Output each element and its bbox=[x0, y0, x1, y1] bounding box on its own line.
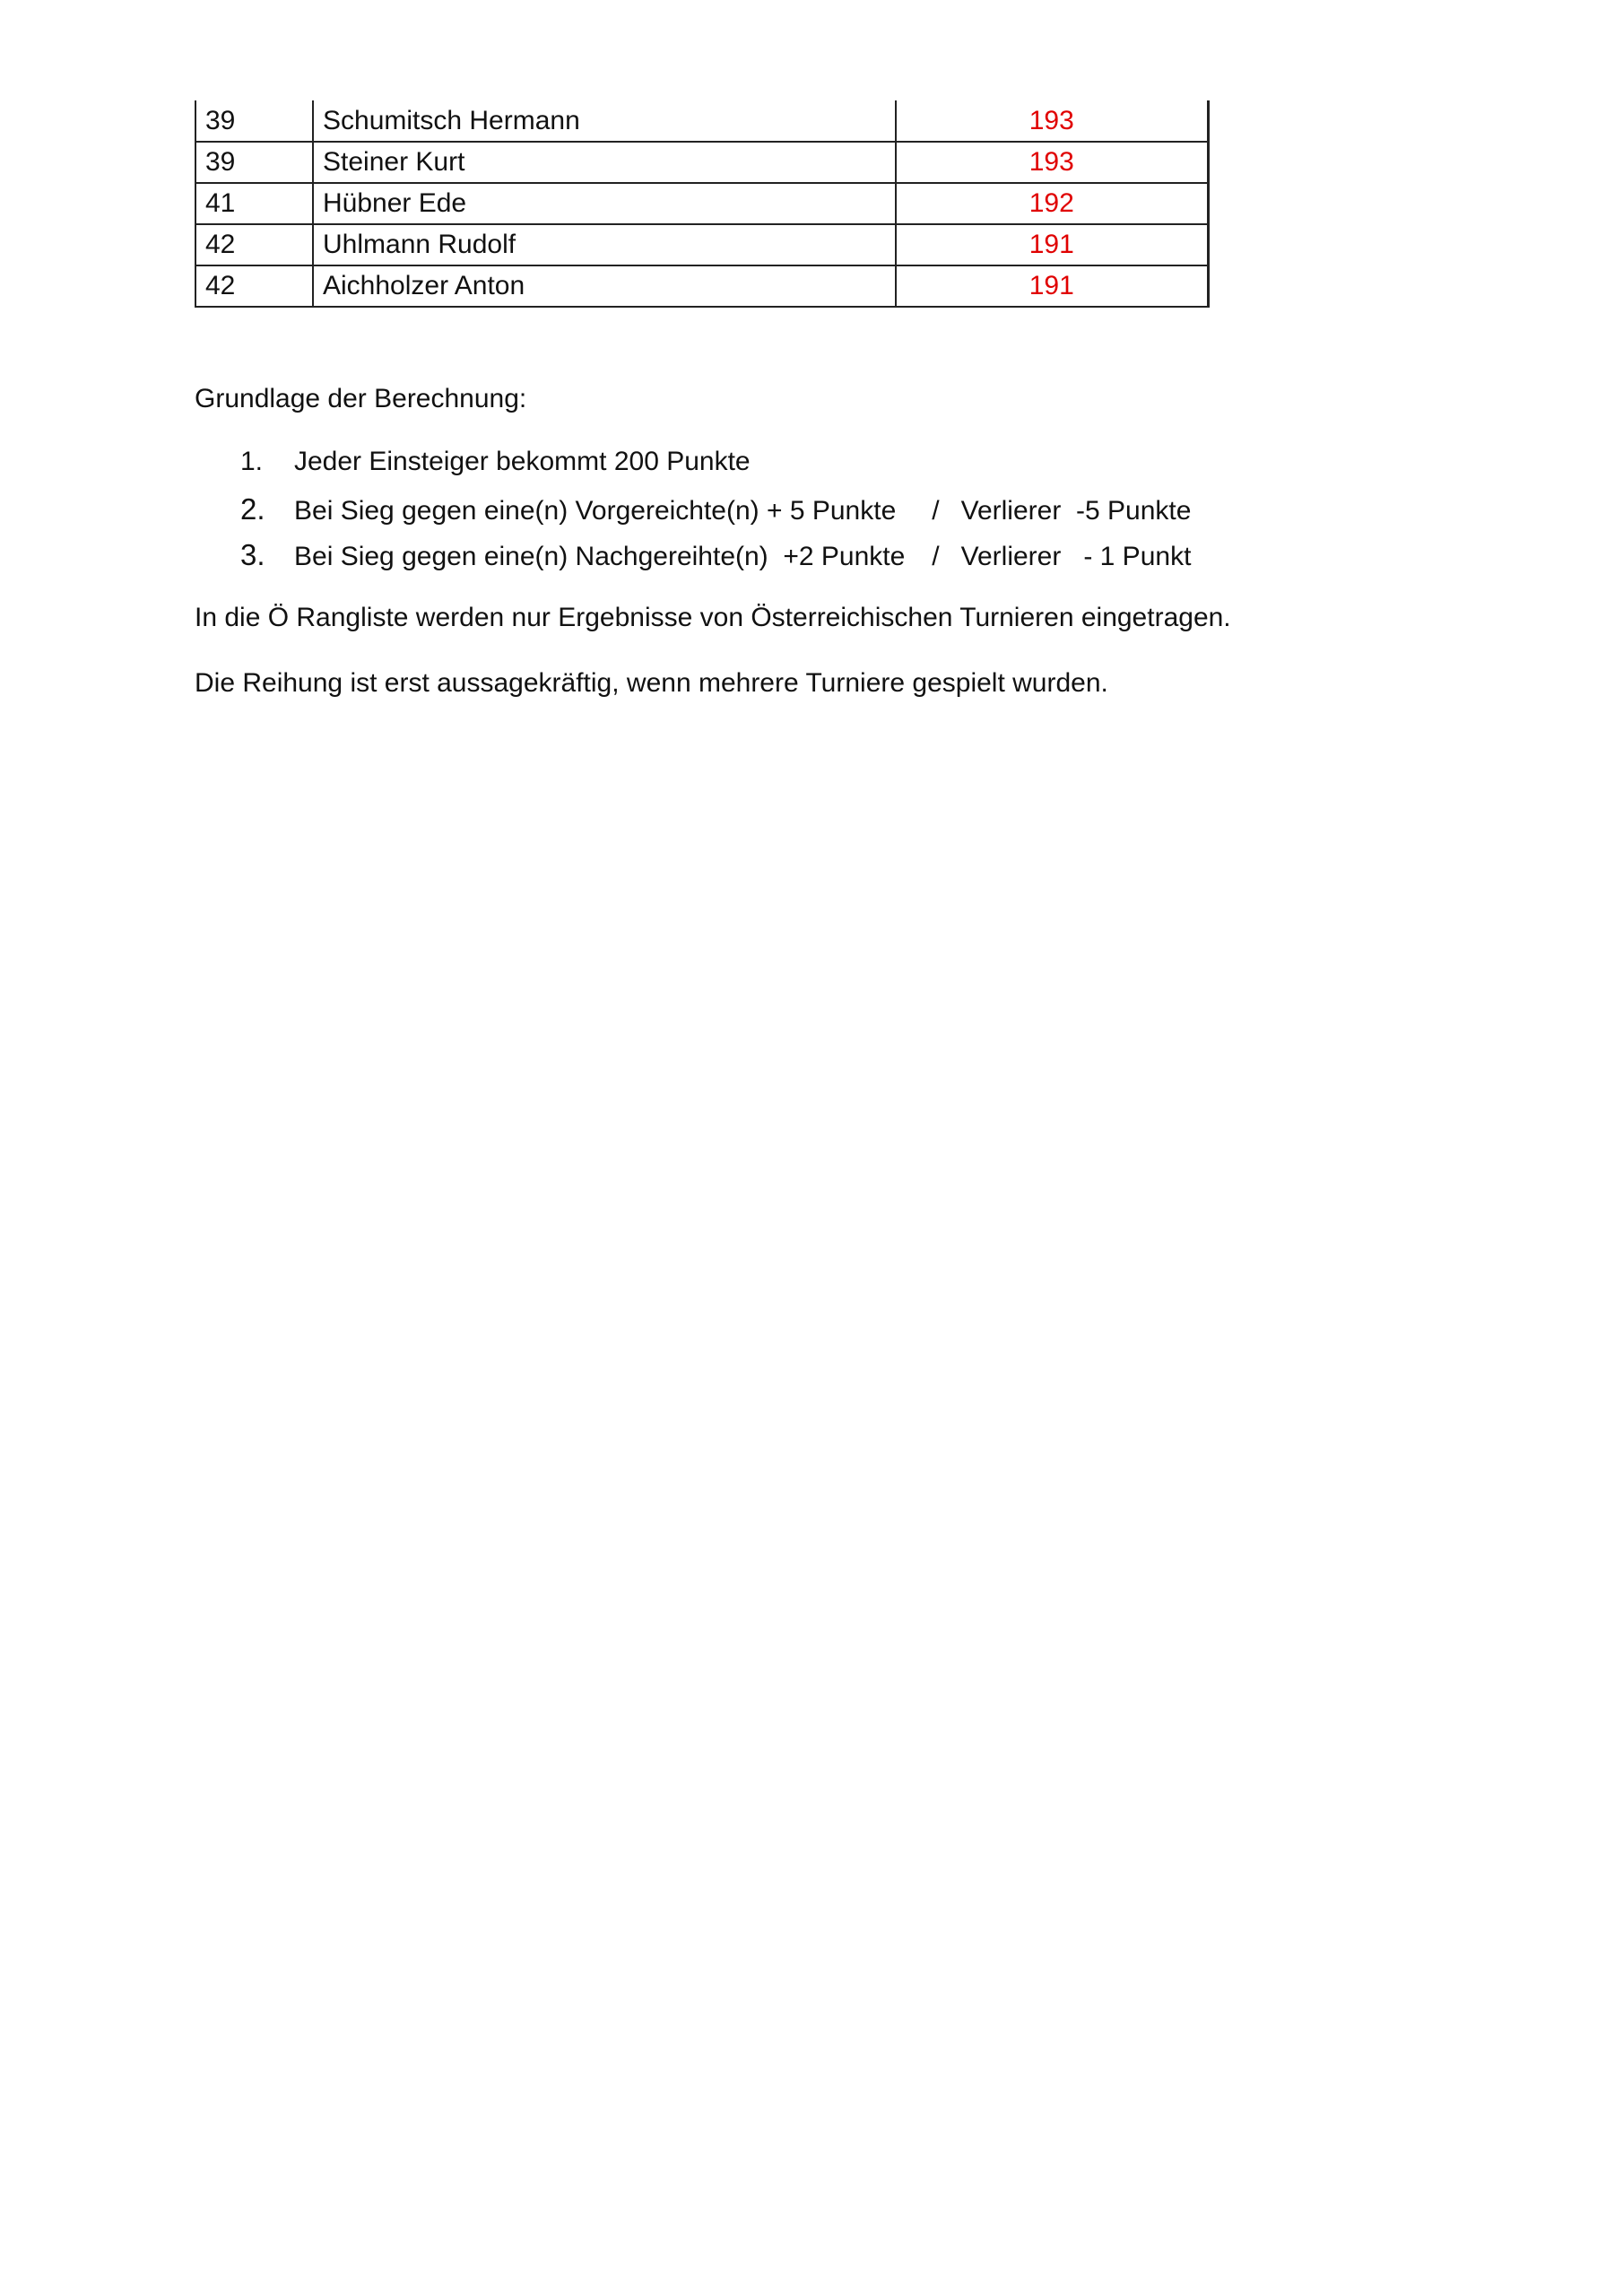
player-name-cell: Aichholzer Anton bbox=[313, 265, 896, 307]
list-item bbox=[240, 491, 1191, 537]
list-item bbox=[240, 446, 1191, 491]
table-row bbox=[195, 224, 1208, 265]
ranking-table bbox=[195, 100, 1210, 308]
points-cell: 192 bbox=[896, 183, 1208, 224]
rule-text: Jeder Einsteiger bekommt 200 Punkte bbox=[294, 447, 751, 476]
player-name-cell: Schumitsch Hermann bbox=[313, 100, 896, 142]
points-cell: 193 bbox=[896, 100, 1208, 142]
points-cell: 191 bbox=[896, 265, 1208, 307]
player-name-cell: Steiner Kurt bbox=[313, 142, 896, 183]
table-row bbox=[195, 100, 1208, 142]
table-row bbox=[195, 142, 1208, 183]
table-row bbox=[195, 265, 1208, 307]
ranking-note: In die Ö Rangliste werden nur Ergebnisse von Österreichischen Turnieren eingetragen. bbox=[195, 603, 1231, 632]
rule-loser-text: Verlierer -5 Punkte bbox=[960, 496, 1192, 526]
rule-number: 1. bbox=[240, 447, 264, 476]
rank-cell: 42 bbox=[195, 265, 313, 307]
list-item bbox=[240, 537, 1191, 583]
ranking-note: Die Reihung ist erst aussagekräftig, wenn mehrere Turniere gespielt wurden. bbox=[195, 668, 1108, 698]
rule-text: Bei Sieg gegen eine(n) Vorgereichte(n) + 5 Punkte bbox=[294, 496, 897, 526]
rank-cell: 42 bbox=[195, 224, 313, 265]
rank-cell: 39 bbox=[195, 100, 313, 142]
rule-number: 2. bbox=[240, 492, 265, 526]
rule-separator: / bbox=[932, 542, 940, 571]
table-row bbox=[195, 183, 1208, 224]
rank-cell: 39 bbox=[195, 142, 313, 183]
rules-list bbox=[240, 446, 1191, 583]
points-cell: 191 bbox=[896, 224, 1208, 265]
rule-number: 3. bbox=[240, 538, 265, 571]
rule-separator: / bbox=[932, 496, 940, 526]
points-cell: 193 bbox=[896, 142, 1208, 183]
rank-cell: 41 bbox=[195, 183, 313, 224]
rule-loser-text: Verlierer - 1 Punkt bbox=[960, 542, 1192, 571]
player-name-cell: Uhlmann Rudolf bbox=[313, 224, 896, 265]
basis-heading: Grundlage der Berechnung: bbox=[195, 384, 527, 413]
rule-text: Bei Sieg gegen eine(n) Nachgereihte(n) +2 Punkte bbox=[294, 542, 906, 571]
player-name-cell: Hübner Ede bbox=[313, 183, 896, 224]
